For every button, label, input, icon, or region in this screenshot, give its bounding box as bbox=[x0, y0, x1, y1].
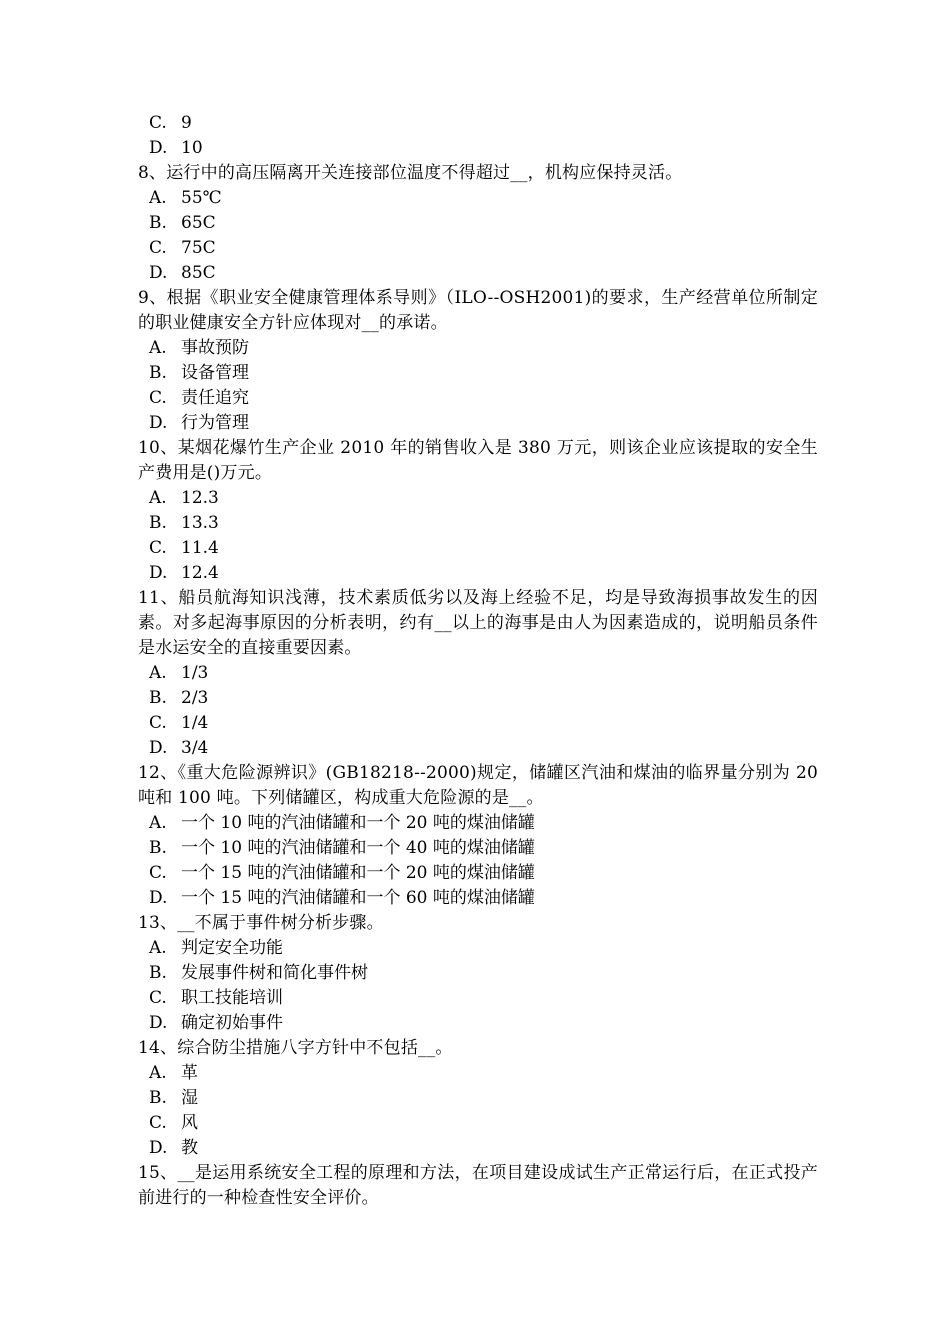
option-letter: C. bbox=[149, 238, 167, 258]
option-d bbox=[138, 561, 818, 586]
option-b bbox=[138, 686, 818, 711]
option-a bbox=[138, 336, 818, 361]
option-b bbox=[138, 836, 818, 861]
option-letter: B. bbox=[149, 1088, 167, 1108]
option-c bbox=[138, 536, 818, 561]
option-text: 12.4 bbox=[181, 563, 219, 583]
question-12: 12、《重大危险源辨识》(GB18218--2000)规定，储罐区汽油和煤油的临界量分别为 20 吨和 100 吨。下列储罐区，构成重大危险源的是__。 bbox=[138, 763, 818, 808]
option-letter: B. bbox=[149, 213, 167, 233]
option-d bbox=[138, 261, 818, 286]
option-a bbox=[138, 811, 818, 836]
question-13: 13、__不属于事件树分析步骤。 bbox=[138, 913, 384, 933]
option-letter: C. bbox=[149, 1113, 167, 1133]
option-b bbox=[138, 361, 818, 386]
option-text: 一个 15 吨的汽油储罐和一个 20 吨的煤油储罐 bbox=[181, 863, 535, 883]
option-text: 11.4 bbox=[181, 538, 219, 558]
option-d bbox=[138, 1136, 818, 1161]
option-c bbox=[138, 1111, 818, 1136]
option-a bbox=[138, 186, 818, 211]
option-letter: A. bbox=[149, 663, 167, 683]
option-a bbox=[138, 1061, 818, 1086]
option-b bbox=[138, 511, 818, 536]
option-text: 确定初始事件 bbox=[181, 1013, 283, 1033]
option-c bbox=[138, 986, 818, 1011]
option-letter: C. bbox=[149, 713, 167, 733]
option-text: 发展事件树和简化事件树 bbox=[181, 963, 368, 983]
option-letter: A. bbox=[149, 188, 167, 208]
option-text: 设备管理 bbox=[181, 363, 249, 383]
option-letter: C. bbox=[149, 863, 167, 883]
option-a bbox=[138, 661, 818, 686]
option-text: 一个 10 吨的汽油储罐和一个 40 吨的煤油储罐 bbox=[181, 838, 535, 858]
option-text: 风 bbox=[181, 1113, 198, 1133]
question-8: 8、运行中的高压隔离开关连接部位温度不得超过__，机构应保持灵活。 bbox=[138, 163, 683, 183]
question-11: 11、船员航海知识浅薄，技术素质低劣以及海上经验不足，均是导致海损事故发生的因素。对多起海事原因的分析表明，约有__以上的海事是由人为因素造成的，说明船员条件是水运安全的直接重要因素。 bbox=[138, 588, 818, 658]
option-text: 革 bbox=[181, 1063, 198, 1083]
option-c bbox=[138, 711, 818, 736]
question-14: 14、综合防尘措施八字方针中不包括__。 bbox=[138, 1038, 453, 1058]
option-text: 教 bbox=[181, 1138, 198, 1158]
option-a bbox=[138, 936, 818, 961]
option-d bbox=[138, 886, 818, 911]
option-text: 行为管理 bbox=[181, 413, 249, 433]
option-letter: A. bbox=[149, 488, 167, 508]
option-text: 75C bbox=[181, 238, 216, 258]
option-letter: D. bbox=[149, 563, 168, 583]
option-b bbox=[138, 1086, 818, 1111]
option-letter: D. bbox=[149, 413, 168, 433]
option-text: 10 bbox=[181, 138, 203, 158]
option-b bbox=[138, 961, 818, 986]
option-letter: A. bbox=[149, 813, 167, 833]
option-b bbox=[138, 211, 818, 236]
option-text: 85C bbox=[181, 263, 216, 283]
option-text: 判定安全功能 bbox=[181, 938, 283, 958]
option-letter: B. bbox=[149, 838, 167, 858]
option-text: 12.3 bbox=[181, 488, 219, 508]
option-c bbox=[138, 236, 818, 261]
option-letter: B. bbox=[149, 363, 167, 383]
option-text: 3/4 bbox=[181, 738, 209, 758]
question-9: 9、根据《职业安全健康管理体系导则》（ILO--OSH2001)的要求，生产经营单位所制定的职业健康安全方针应体现对__的承诺。 bbox=[138, 288, 818, 333]
option-d bbox=[138, 411, 818, 436]
option-letter: C. bbox=[149, 538, 167, 558]
question-list bbox=[138, 111, 818, 1211]
option-letter: D. bbox=[149, 138, 168, 158]
option-text: 一个 10 吨的汽油储罐和一个 20 吨的煤油储罐 bbox=[181, 813, 535, 833]
option-d bbox=[138, 1011, 818, 1036]
option-c-q7 bbox=[138, 111, 818, 136]
option-letter: C. bbox=[149, 113, 167, 133]
option-text: 2/3 bbox=[181, 688, 209, 708]
option-text: 65C bbox=[181, 213, 216, 233]
option-letter: A. bbox=[149, 938, 167, 958]
option-a bbox=[138, 486, 818, 511]
option-letter: D. bbox=[149, 1138, 168, 1158]
option-text: 湿 bbox=[181, 1088, 198, 1108]
option-letter: C. bbox=[149, 388, 167, 408]
option-letter: D. bbox=[149, 1013, 168, 1033]
option-text: 55℃ bbox=[181, 188, 222, 208]
option-letter: D. bbox=[149, 263, 168, 283]
option-letter: B. bbox=[149, 963, 167, 983]
option-letter: A. bbox=[149, 1063, 167, 1083]
option-letter: B. bbox=[149, 688, 167, 708]
option-d-q7 bbox=[138, 136, 818, 161]
option-text: 1/3 bbox=[181, 663, 209, 683]
option-c bbox=[138, 386, 818, 411]
option-letter: C. bbox=[149, 988, 167, 1008]
question-15: 15、__是运用系统安全工程的原理和方法，在项目建设成试生产正常运行后，在正式投产前进行的一种检查性安全评价。 bbox=[138, 1163, 818, 1208]
option-text: 事故预防 bbox=[181, 338, 249, 358]
option-text: 一个 15 吨的汽油储罐和一个 60 吨的煤油储罐 bbox=[181, 888, 535, 908]
option-text: 职工技能培训 bbox=[181, 988, 283, 1008]
option-letter: D. bbox=[149, 738, 168, 758]
option-text: 责任追究 bbox=[181, 388, 249, 408]
option-letter: A. bbox=[149, 338, 167, 358]
option-letter: B. bbox=[149, 513, 167, 533]
option-letter: D. bbox=[149, 888, 168, 908]
option-d bbox=[138, 736, 818, 761]
option-c bbox=[138, 861, 818, 886]
question-10: 10、某烟花爆竹生产企业 2010 年的销售收入是 380 万元，则该企业应该提取的安全生产费用是()万元。 bbox=[138, 438, 818, 483]
option-text: 1/4 bbox=[181, 713, 209, 733]
option-text: 13.3 bbox=[181, 513, 219, 533]
option-text: 9 bbox=[181, 113, 192, 133]
